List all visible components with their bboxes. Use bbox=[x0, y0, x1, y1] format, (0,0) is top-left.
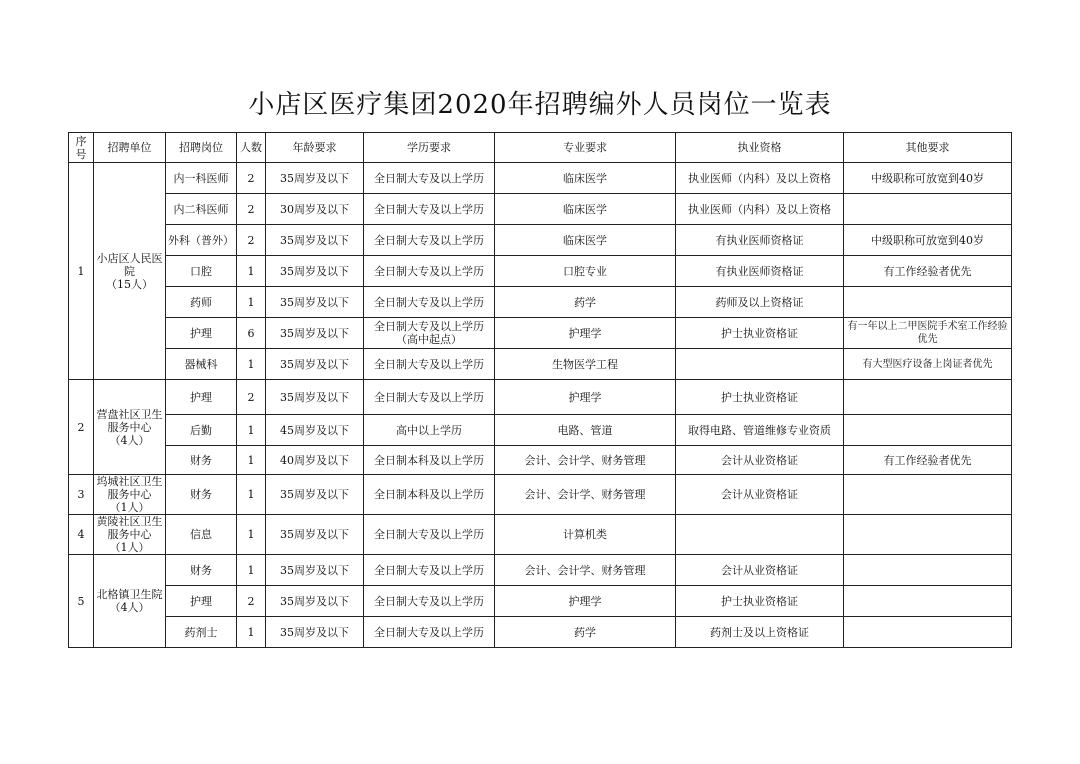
cell-qualification: 会计从业资格证 bbox=[676, 446, 844, 475]
cell-count: 2 bbox=[237, 225, 266, 256]
cell-age: 35周岁及以下 bbox=[266, 586, 364, 617]
cell-count: 1 bbox=[237, 555, 266, 586]
cell-count: 6 bbox=[237, 318, 266, 349]
cell-major: 计算机类 bbox=[495, 515, 676, 555]
cell-other bbox=[844, 287, 1012, 318]
cell-position: 护理 bbox=[166, 380, 237, 415]
cell-position: 信息 bbox=[166, 515, 237, 555]
cell-qualification: 药剂士及以上资格证 bbox=[676, 617, 844, 648]
cell-position: 药师 bbox=[166, 287, 237, 318]
cell-position: 护理 bbox=[166, 318, 237, 349]
group-no: 2 bbox=[69, 380, 94, 475]
header-unit: 招聘单位 bbox=[94, 133, 166, 163]
page-title: 小店区医疗集团2020年招聘编外人员岗位一览表 bbox=[248, 90, 832, 120]
cell-age: 30周岁及以下 bbox=[266, 194, 364, 225]
group-no: 4 bbox=[69, 515, 94, 555]
table-row bbox=[69, 225, 1012, 256]
cell-other: 有工作经验者优先 bbox=[844, 256, 1012, 287]
cell-education: 全日制大专及以上学历 bbox=[364, 287, 495, 318]
header-qualification: 执业资格 bbox=[676, 133, 844, 163]
cell-major: 临床医学 bbox=[495, 194, 676, 225]
cell-qualification: 有执业医师资格证 bbox=[676, 225, 844, 256]
cell-qualification: 护士执业资格证 bbox=[676, 318, 844, 349]
cell-other bbox=[844, 586, 1012, 617]
cell-major: 药学 bbox=[495, 287, 676, 318]
cell-age: 35周岁及以下 bbox=[266, 287, 364, 318]
group-unit bbox=[94, 163, 166, 380]
unit-line: 服务中心 bbox=[107, 420, 152, 434]
group-unit bbox=[94, 555, 166, 648]
unit-line: 北格镇卫生院 bbox=[96, 588, 163, 601]
group-no: 5 bbox=[69, 555, 94, 648]
unit-line: 坞城社区卫生 bbox=[96, 475, 163, 488]
table-row bbox=[69, 287, 1012, 318]
cell-major: 口腔专业 bbox=[495, 256, 676, 287]
cell-count: 1 bbox=[237, 515, 266, 555]
unit-line: 小店区人民医 bbox=[96, 251, 163, 265]
unit-line: （4人） bbox=[109, 601, 150, 614]
table-row bbox=[69, 515, 1012, 555]
cell-other: 有一年以上二甲医院手术室工作经验优先 bbox=[844, 318, 1012, 349]
cell-other bbox=[844, 194, 1012, 225]
header-major: 专业要求 bbox=[495, 133, 676, 163]
cell-education: 全日制大专及以上学历 bbox=[364, 515, 495, 555]
cell-major: 临床医学 bbox=[495, 163, 676, 194]
table-row bbox=[69, 380, 1012, 415]
cell-education: 全日制本科及以上学历 bbox=[364, 475, 495, 515]
cell-count: 1 bbox=[237, 349, 266, 380]
cell-qualification: 会计从业资格证 bbox=[676, 555, 844, 586]
cell-other bbox=[844, 555, 1012, 586]
cell-position: 财务 bbox=[166, 475, 237, 515]
cell-qualification: 护士执业资格证 bbox=[676, 586, 844, 617]
unit-line: （15人） bbox=[106, 277, 153, 291]
cell-age: 35周岁及以下 bbox=[266, 318, 364, 349]
cell-major: 护理学 bbox=[495, 318, 676, 349]
cell-age: 35周岁及以下 bbox=[266, 475, 364, 515]
cell-education: 全日制大专及以上学历 bbox=[364, 349, 495, 380]
group-no: 1 bbox=[69, 163, 94, 380]
cell-count: 2 bbox=[237, 194, 266, 225]
cell-position: 内一科医师 bbox=[166, 163, 237, 194]
cell-education: 全日制本科及以上学历 bbox=[364, 446, 495, 475]
cell-age: 35周岁及以下 bbox=[266, 515, 364, 555]
cell-age: 40周岁及以下 bbox=[266, 446, 364, 475]
table-row bbox=[69, 586, 1012, 617]
unit-line: （1人） bbox=[109, 501, 150, 514]
cell-position: 后勤 bbox=[166, 415, 237, 446]
cell-age: 35周岁及以下 bbox=[266, 555, 364, 586]
cell-education: 全日制大专及以上学历 bbox=[364, 380, 495, 415]
unit-line: （1人） bbox=[109, 541, 150, 554]
table-row bbox=[69, 194, 1012, 225]
cell-other: 中级职称可放宽到40岁 bbox=[844, 225, 1012, 256]
cell-education: 全日制大专及以上学历 bbox=[364, 617, 495, 648]
cell-count: 1 bbox=[237, 475, 266, 515]
cell-major: 护理学 bbox=[495, 586, 676, 617]
cell-position: 口腔 bbox=[166, 256, 237, 287]
cell-count: 1 bbox=[237, 287, 266, 318]
table-row bbox=[69, 349, 1012, 380]
cell-qualification: 护士执业资格证 bbox=[676, 380, 844, 415]
cell-education: 全日制大专及以上学历 bbox=[364, 163, 495, 194]
recruitment-table bbox=[68, 132, 1012, 648]
header-education: 学历要求 bbox=[364, 133, 495, 163]
table-row bbox=[69, 163, 1012, 194]
cell-education: 全日制大专及以上学历 bbox=[364, 225, 495, 256]
cell-other bbox=[844, 380, 1012, 415]
cell-education: 高中以上学历 bbox=[364, 415, 495, 446]
cell-other bbox=[844, 515, 1012, 555]
group-unit bbox=[94, 380, 166, 475]
unit-line: 院 bbox=[124, 264, 135, 278]
cell-count: 1 bbox=[237, 256, 266, 287]
cell-count: 2 bbox=[237, 586, 266, 617]
cell-qualification: 有执业医师资格证 bbox=[676, 256, 844, 287]
cell-education: 全日制大专及以上学历 bbox=[364, 256, 495, 287]
cell-education: 全日制大专及以上学历 bbox=[364, 586, 495, 617]
cell-education: 全日制大专及以上学历 bbox=[364, 194, 495, 225]
cell-position: 护理 bbox=[166, 586, 237, 617]
cell-qualification: 会计从业资格证 bbox=[676, 475, 844, 515]
cell-position: 器械科 bbox=[166, 349, 237, 380]
cell-major: 护理学 bbox=[495, 380, 676, 415]
table-row bbox=[69, 415, 1012, 446]
unit-line: 服务中心 bbox=[107, 488, 152, 501]
group-unit bbox=[94, 475, 166, 515]
cell-age: 35周岁及以下 bbox=[266, 163, 364, 194]
unit-line: （4人） bbox=[109, 433, 150, 447]
group-no: 3 bbox=[69, 475, 94, 515]
cell-position: 财务 bbox=[166, 555, 237, 586]
cell-position: 财务 bbox=[166, 446, 237, 475]
cell-education: 全日制大专及以上学历 bbox=[364, 555, 495, 586]
unit-line: 服务中心 bbox=[107, 528, 152, 541]
cell-position: 内二科医师 bbox=[166, 194, 237, 225]
cell-qualification: 药师及以上资格证 bbox=[676, 287, 844, 318]
table-row bbox=[69, 446, 1012, 475]
cell-major: 会计、会计学、财务管理 bbox=[495, 446, 676, 475]
cell-other bbox=[844, 415, 1012, 446]
group-unit bbox=[94, 515, 166, 555]
cell-position: 外科（普外） bbox=[166, 225, 237, 256]
unit-line: 黄陵社区卫生 bbox=[96, 515, 163, 528]
header-other: 其他要求 bbox=[844, 133, 1012, 163]
cell-major: 临床医学 bbox=[495, 225, 676, 256]
header-count: 人数 bbox=[237, 133, 266, 163]
cell-count: 1 bbox=[237, 415, 266, 446]
header-age: 年龄要求 bbox=[266, 133, 364, 163]
cell-qualification bbox=[676, 349, 844, 380]
cell-other: 有大型医疗设备上岗证者优先 bbox=[844, 349, 1012, 380]
cell-position: 药剂士 bbox=[166, 617, 237, 648]
cell-age: 35周岁及以下 bbox=[266, 380, 364, 415]
cell-qualification: 执业医师（内科）及以上资格 bbox=[676, 163, 844, 194]
cell-other bbox=[844, 475, 1012, 515]
cell-age: 35周岁及以下 bbox=[266, 349, 364, 380]
table-row bbox=[69, 318, 1012, 349]
header-row bbox=[69, 133, 1012, 163]
header-position: 招聘岗位 bbox=[166, 133, 237, 163]
cell-qualification: 执业医师（内科）及以上资格 bbox=[676, 194, 844, 225]
cell-count: 2 bbox=[237, 380, 266, 415]
cell-age: 35周岁及以下 bbox=[266, 225, 364, 256]
table-row bbox=[69, 555, 1012, 586]
cell-qualification: 取得电路、管道维修专业资质 bbox=[676, 415, 844, 446]
cell-other: 有工作经验者优先 bbox=[844, 446, 1012, 475]
cell-major: 药学 bbox=[495, 617, 676, 648]
cell-other: 中级职称可放宽到40岁 bbox=[844, 163, 1012, 194]
cell-age: 35周岁及以下 bbox=[266, 256, 364, 287]
table-row bbox=[69, 475, 1012, 515]
cell-count: 1 bbox=[237, 446, 266, 475]
cell-major: 生物医学工程 bbox=[495, 349, 676, 380]
cell-major: 会计、会计学、财务管理 bbox=[495, 555, 676, 586]
table-row bbox=[69, 617, 1012, 648]
cell-count: 2 bbox=[237, 163, 266, 194]
cell-age: 35周岁及以下 bbox=[266, 617, 364, 648]
cell-education: 全日制大专及以上学历（高中起点） bbox=[364, 318, 495, 349]
header-no: 序号 bbox=[69, 133, 94, 163]
cell-major: 电路、管道 bbox=[495, 415, 676, 446]
cell-qualification bbox=[676, 515, 844, 555]
table-row bbox=[69, 256, 1012, 287]
cell-age: 45周岁及以下 bbox=[266, 415, 364, 446]
cell-major: 会计、会计学、财务管理 bbox=[495, 475, 676, 515]
cell-other bbox=[844, 617, 1012, 648]
cell-count: 1 bbox=[237, 617, 266, 648]
unit-line: 营盘社区卫生 bbox=[96, 407, 163, 421]
